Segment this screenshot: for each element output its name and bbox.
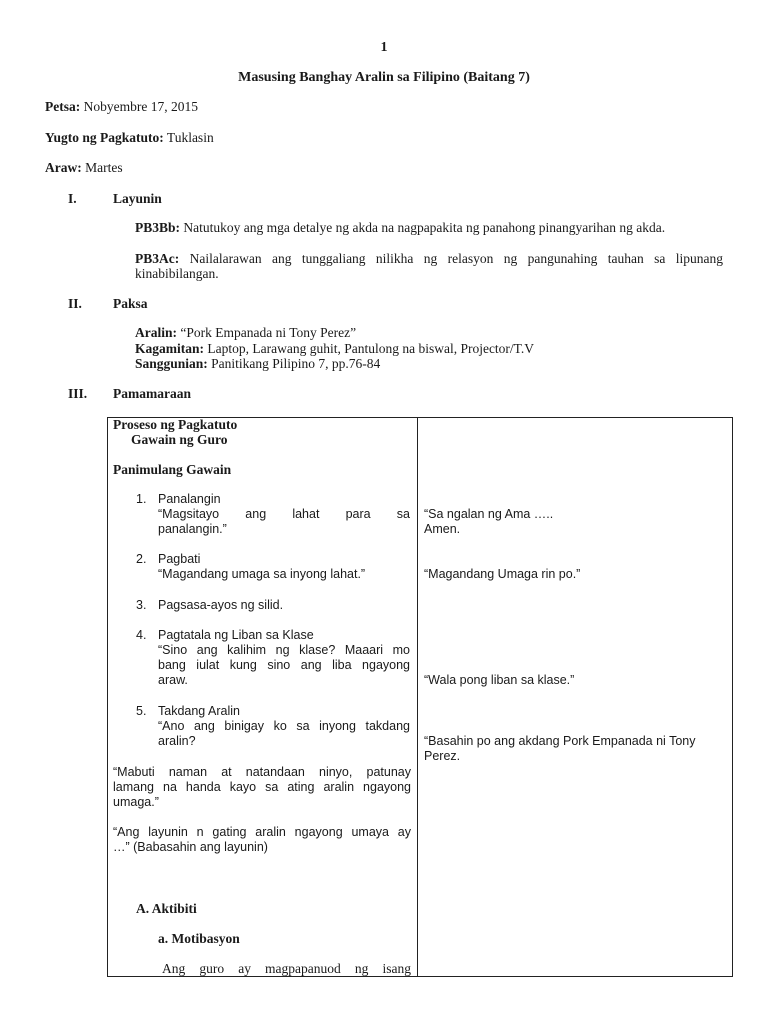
step-title: Pagtatala ng Liban sa Klase <box>158 628 314 642</box>
student-response: “Sa ngalan ng Ama ….. <box>424 507 554 521</box>
teacher-remark: “Ang layunin n gating aralin ngayong umaya ay <box>113 825 411 839</box>
step-title: Panalangin <box>158 492 221 506</box>
kagamitan-line <box>135 341 534 357</box>
step-number: 2. <box>136 552 147 566</box>
teacher-remark: lamang na handa kayo sa ating aralin ngayong <box>113 780 411 794</box>
section-title-layunin: Layunin <box>113 191 162 206</box>
objective-code: PB3Ac: <box>135 251 180 266</box>
araw-line <box>45 160 123 176</box>
kagamitan-value: Laptop, Larawang guhit, Pantulong na biswal, Projector/T.V <box>207 341 535 356</box>
student-response: Perez. <box>424 749 461 763</box>
step-text: araw. <box>158 673 188 687</box>
petsa-value: Nobyembre 17, 2015 <box>83 99 198 114</box>
araw-label: Araw: <box>45 160 82 175</box>
step-title: Takdang Aralin <box>158 704 241 718</box>
araw-value: Martes <box>85 160 123 175</box>
step-number: 4. <box>136 628 147 642</box>
student-response: Amen. <box>424 522 461 536</box>
student-response: “Magandang Umaga rin po.” <box>424 567 581 581</box>
section-number-pamamaraan: III. <box>68 386 88 401</box>
yugto-line <box>45 130 214 146</box>
table-header-guro: Gawain ng Guro <box>131 432 228 447</box>
step-text: panalangin.” <box>158 522 227 536</box>
step-number: 3. <box>136 598 147 612</box>
step-text: “Magandang umaga sa inyong lahat.” <box>158 567 366 581</box>
step-title: Pagbati <box>158 552 201 566</box>
teacher-remark: …” (Babasahin ang layunin) <box>113 840 268 854</box>
step-text: “Sino ang kalihim ng klase? Maaari mo <box>158 643 410 657</box>
page-title: Masusing Banghay Aralin sa Filipino (Baitang 7) <box>238 70 530 85</box>
section-number-paksa: II. <box>68 296 82 311</box>
sanggunian-line <box>135 356 380 372</box>
aralin-line <box>135 325 356 341</box>
page-number: 1 <box>380 40 388 55</box>
step-text: “Magsitayo ang lahat para sa <box>158 507 410 521</box>
aktibiti-heading: A. Aktibiti <box>136 901 197 916</box>
objective-1 <box>135 220 723 235</box>
objective-2 <box>135 251 723 281</box>
petsa-label: Petsa: <box>45 99 81 114</box>
aralin-value: “Pork Empanada ni Tony Perez” <box>180 325 357 340</box>
activity-text: Ang guro ay magpapanuod ng isang <box>162 961 411 976</box>
objective-text: Natutukoy ang mga detalye ng akda na nagpapakita ng panahong pinangyarihan ng akda. <box>183 220 666 235</box>
student-response: “Basahin po ang akdang Pork Empanada ni Tony <box>424 734 696 748</box>
petsa-line <box>45 99 198 115</box>
objective-text: Nailalarawan ang tunggaliang nilikha ng relasyon ng pangunahing tauhan sa lipunang kinabibilangan. <box>135 251 723 281</box>
step-text: bang iulat kung sino ang liba ngayong <box>158 658 410 672</box>
table-column-divider <box>417 417 418 977</box>
yugto-label: Yugto ng Pagkatuto: <box>45 130 164 145</box>
step-text: aralin? <box>158 734 196 748</box>
table-header-proseso: Proseso ng Pagkatuto <box>113 417 238 432</box>
step-number: 1. <box>136 492 147 506</box>
sanggunian-value: Panitikang Pilipino 7, pp.76-84 <box>211 356 381 371</box>
yugto-value: Tuklasin <box>166 130 214 145</box>
section-number-layunin: I. <box>68 191 77 206</box>
section-title-pamamaraan: Pamamaraan <box>113 386 191 401</box>
motibasyon-heading: a. Motibasyon <box>158 931 240 946</box>
teacher-remark: “Mabuti naman at natandaan ninyo, patunay <box>113 765 411 779</box>
step-number: 5. <box>136 704 147 718</box>
student-response: “Wala pong liban sa klase.” <box>424 673 575 687</box>
aralin-label: Aralin: <box>135 325 177 340</box>
section-title-paksa: Paksa <box>113 296 148 311</box>
sanggunian-label: Sanggunian: <box>135 356 208 371</box>
step-title: Pagsasa-ayos ng silid. <box>158 598 284 612</box>
panimulang-gawain-heading: Panimulang Gawain <box>113 462 232 477</box>
kagamitan-label: Kagamitan: <box>135 341 204 356</box>
objective-code: PB3Bb: <box>135 220 181 235</box>
step-text: “Ano ang binigay ko sa inyong takdang <box>158 719 410 733</box>
teacher-remark: umaga.” <box>113 795 159 809</box>
